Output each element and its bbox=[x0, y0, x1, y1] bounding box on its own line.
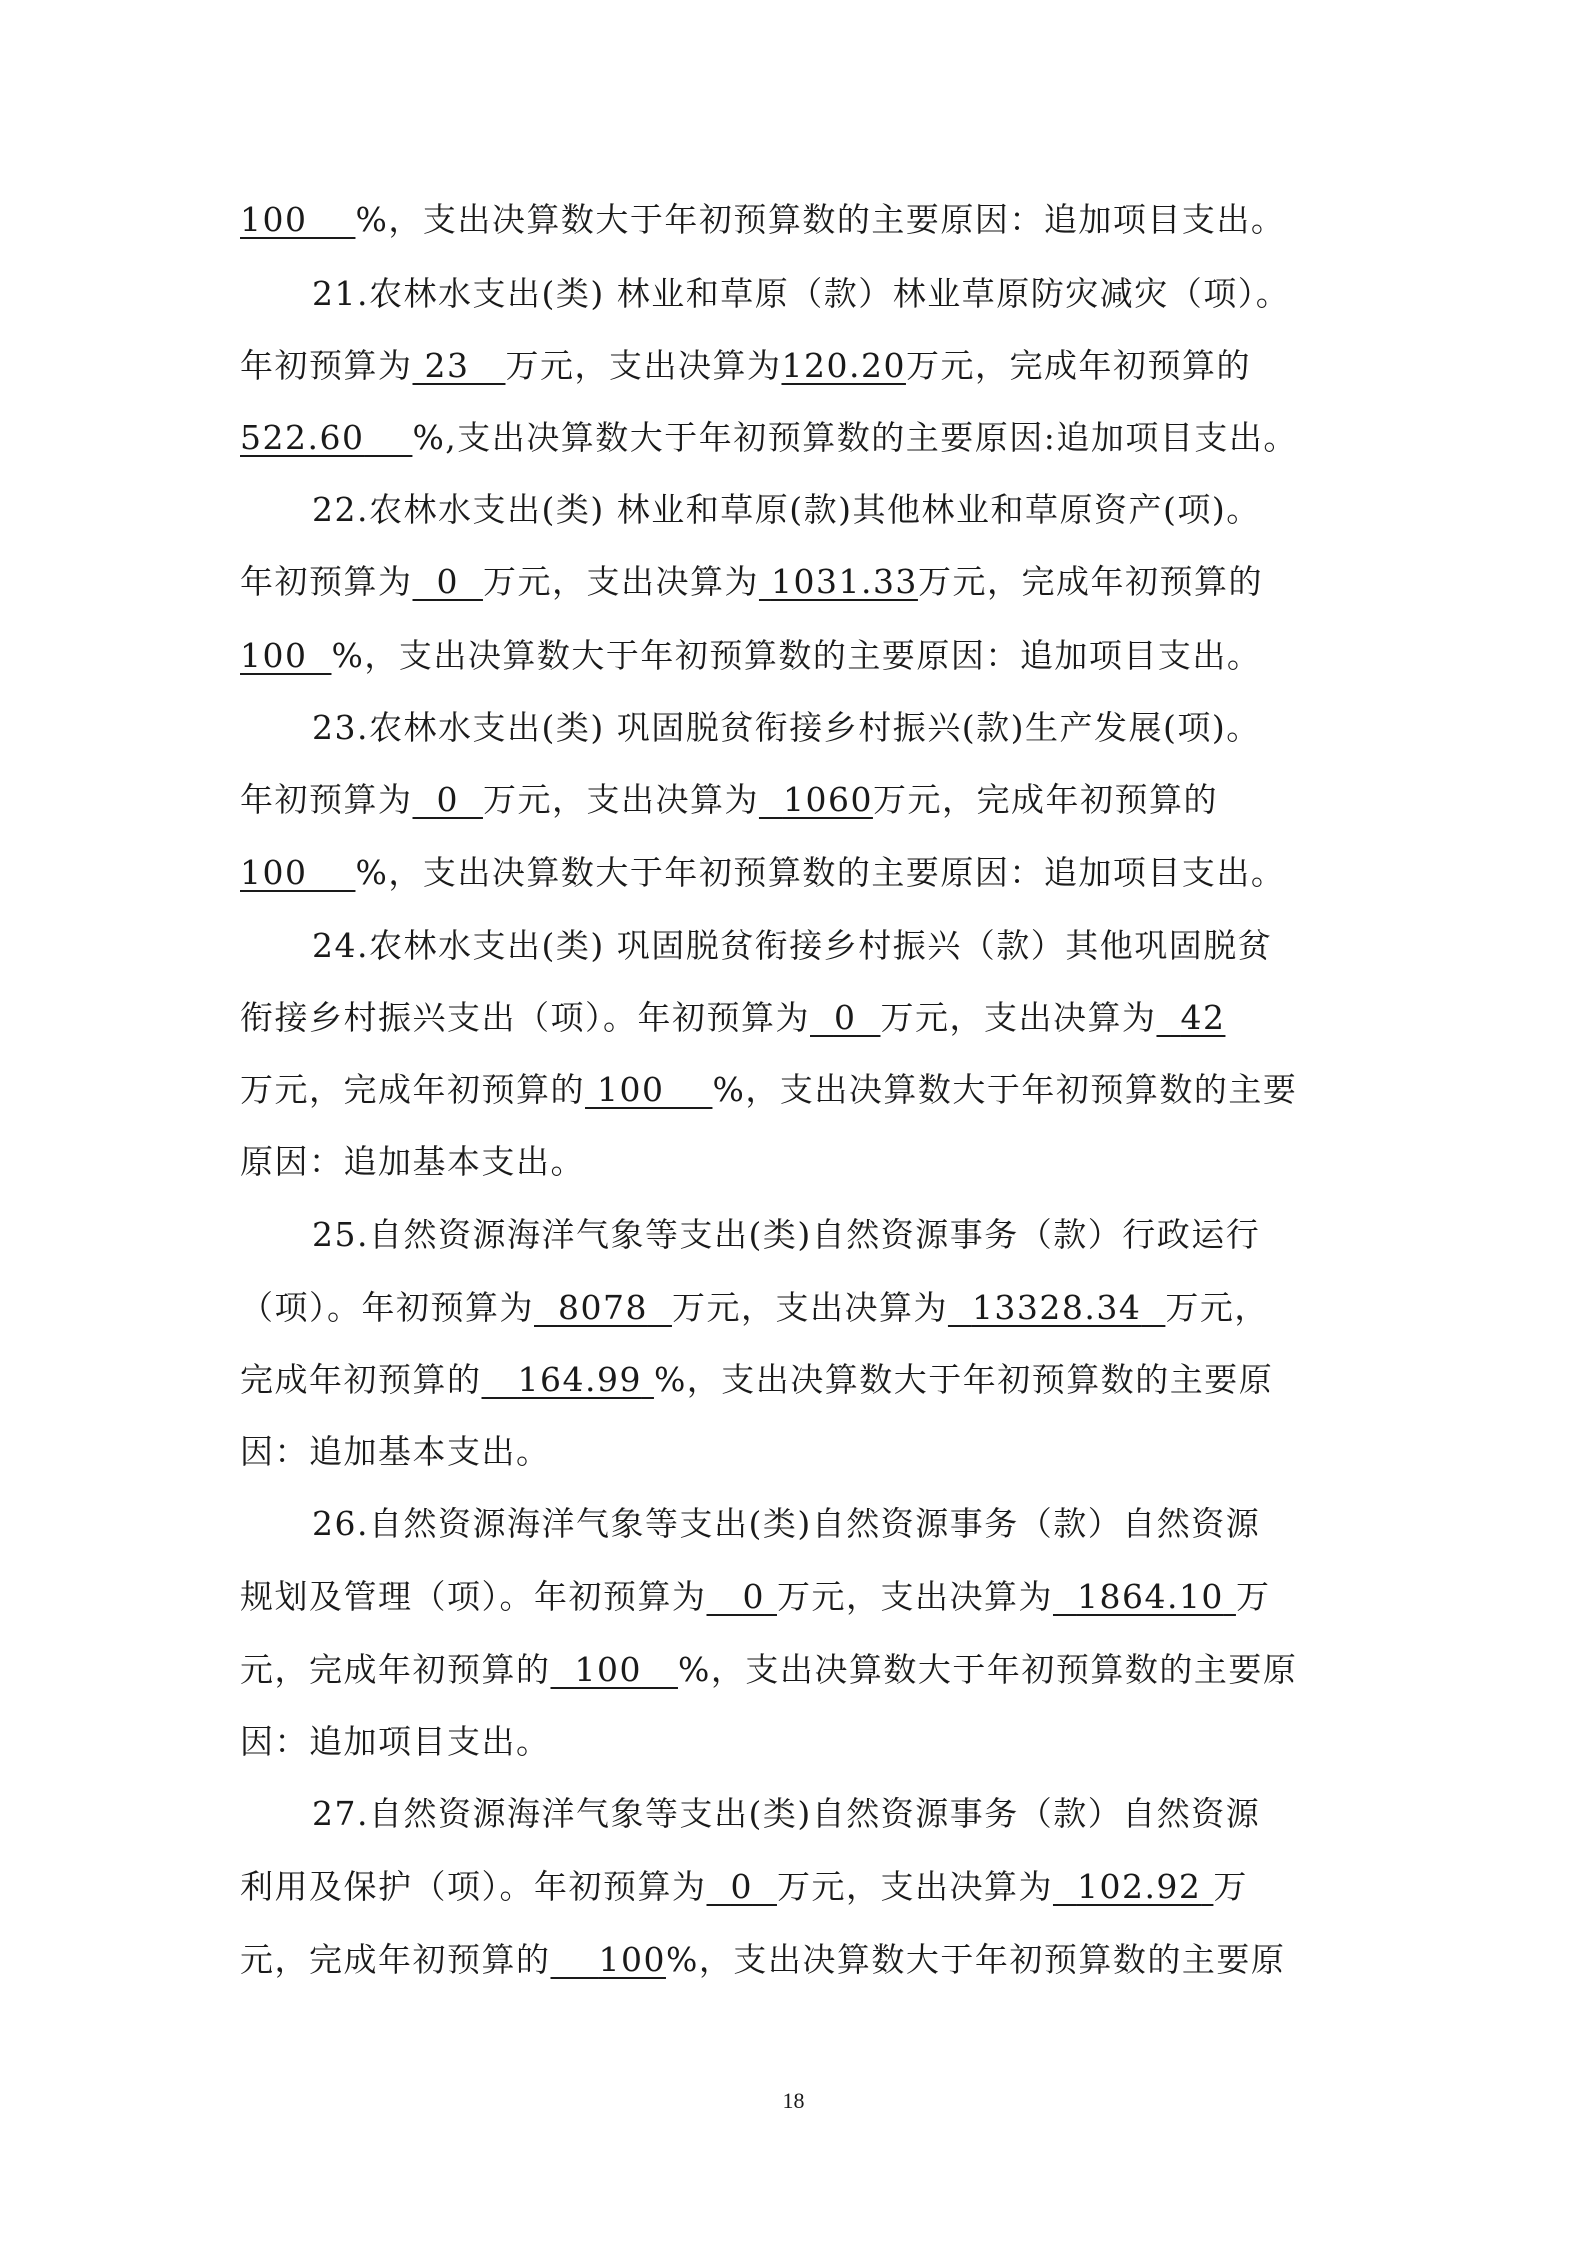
value: 100 bbox=[597, 1070, 665, 1109]
text-line bbox=[240, 626, 1350, 686]
text-line bbox=[240, 1567, 1350, 1627]
text-segment: 衔接乡村振兴支出（项）。年初预算为 bbox=[240, 998, 810, 1037]
value: 23 bbox=[424, 346, 470, 385]
text-line bbox=[240, 1640, 1350, 1700]
text-line bbox=[240, 1060, 1350, 1120]
text-segment: %，支出决算数大于年初预算数的主要 bbox=[712, 1070, 1298, 1109]
underline-blank bbox=[308, 200, 356, 239]
underlined-value bbox=[413, 562, 483, 601]
text-line bbox=[240, 988, 1350, 1048]
paragraph-heading bbox=[312, 698, 1350, 758]
underlined-value bbox=[707, 1577, 777, 1616]
paragraph-heading bbox=[312, 1494, 1350, 1554]
value: 42 bbox=[1180, 998, 1226, 1037]
text-segment: 26.自然资源海洋气象等支出(类)自然资源事务（款）自然资源 bbox=[312, 1504, 1261, 1543]
paragraph-heading bbox=[312, 916, 1350, 976]
paragraph-heading bbox=[312, 264, 1350, 324]
text-line bbox=[240, 336, 1350, 396]
text-line bbox=[240, 1132, 1350, 1192]
text-segment: 年初预算为 bbox=[240, 346, 413, 385]
value: 164.99 bbox=[517, 1360, 642, 1399]
text-segment: 万 bbox=[1213, 1867, 1248, 1906]
text-segment: 万元，支出决算为 bbox=[671, 1288, 948, 1327]
text-segment: 27.自然资源海洋气象等支出(类)自然资源事务（款）自然资源 bbox=[312, 1794, 1261, 1833]
underlined-value bbox=[413, 780, 483, 819]
underlined-value bbox=[534, 1288, 672, 1327]
value: 0 bbox=[436, 780, 459, 819]
value: 100 bbox=[240, 636, 308, 675]
value: 100 bbox=[574, 1650, 642, 1689]
underlined-value bbox=[1156, 998, 1225, 1037]
text-segment: 万元，支出决算为 bbox=[880, 998, 1157, 1037]
value: 0 bbox=[436, 562, 459, 601]
text-segment: %，支出决算数大于年初预算数的主要原 bbox=[665, 1940, 1286, 1979]
text-segment: 万元，完成年初预算的 bbox=[872, 780, 1218, 819]
text-line bbox=[240, 1930, 1350, 1990]
text-segment: %，支出决算数大于年初预算数的主要原因：追加项目支出。 bbox=[355, 200, 1286, 239]
underlined-value bbox=[413, 346, 506, 385]
value: 13328.34 bbox=[971, 1288, 1142, 1327]
text-line bbox=[240, 552, 1350, 612]
text-segment: 万元，支出决算为 bbox=[482, 562, 759, 601]
text-segment: 万元， bbox=[1165, 1288, 1269, 1327]
text-segment: 万 bbox=[1235, 1577, 1271, 1616]
text-segment: 完成年初预算的 bbox=[240, 1360, 482, 1399]
value: 0 bbox=[730, 1867, 753, 1906]
underlined-value bbox=[240, 853, 355, 892]
text-line bbox=[240, 1857, 1350, 1917]
underlined-value bbox=[240, 418, 412, 457]
value: 1031.33 bbox=[770, 562, 918, 601]
text-segment: 原因：追加基本支出。 bbox=[240, 1142, 585, 1181]
value: 102.92 bbox=[1076, 1867, 1202, 1906]
text-line bbox=[240, 1422, 1350, 1482]
text-segment: 万元，支出决算为 bbox=[776, 1577, 1053, 1616]
underlined-value bbox=[482, 1360, 654, 1399]
underlined-value bbox=[759, 562, 918, 601]
underlined-value bbox=[759, 780, 873, 819]
underlined-value bbox=[810, 998, 880, 1037]
text-line bbox=[240, 408, 1350, 468]
text-line bbox=[240, 1278, 1350, 1338]
underlined-value bbox=[1053, 1867, 1213, 1906]
text-segment: 万元，支出决算为 bbox=[505, 346, 782, 385]
underlined-value: 100 bbox=[240, 200, 308, 239]
text-segment: %，支出决算数大于年初预算数的主要原因：追加项目支出。 bbox=[331, 636, 1262, 675]
text-segment: 万元，完成年初预算的 bbox=[917, 562, 1263, 601]
text-segment: 万元，完成年初预算的 bbox=[240, 1070, 585, 1109]
text-segment: 年初预算为 bbox=[240, 562, 413, 601]
text-line bbox=[240, 770, 1350, 830]
underlined-value bbox=[948, 1288, 1165, 1327]
underlined-value bbox=[707, 1867, 777, 1906]
value: 8078 bbox=[557, 1288, 648, 1327]
value: 100 bbox=[240, 853, 308, 892]
text-line bbox=[240, 190, 1350, 250]
text-segment: %,支出决算数大于年初预算数的主要原因:追加项目支出。 bbox=[412, 418, 1298, 457]
text-segment: 万元，支出决算为 bbox=[776, 1867, 1053, 1906]
page-number: 18 bbox=[782, 2088, 805, 2113]
text-segment: 因：追加项目支出。 bbox=[240, 1722, 551, 1761]
value: 522.60 bbox=[240, 418, 365, 457]
text-segment: %，支出决算数大于年初预算数的主要原 bbox=[653, 1360, 1274, 1399]
underlined-value bbox=[551, 1940, 666, 1979]
text-segment: 年初预算为 bbox=[240, 780, 413, 819]
text-segment: 利用及保护（项）。年初预算为 bbox=[240, 1867, 707, 1906]
underlined-value bbox=[240, 636, 331, 675]
text-segment: 因：追加基本支出。 bbox=[240, 1432, 551, 1471]
value: 100 bbox=[598, 1940, 666, 1979]
text-segment: 万元，支出决算为 bbox=[482, 780, 759, 819]
text-line bbox=[240, 1350, 1350, 1410]
underlined-value bbox=[1053, 1577, 1236, 1616]
text-segment: 22.农林水支出(类) 林业和草原(款)其他林业和草原资产(项)。 bbox=[312, 490, 1261, 529]
text-segment: 24.农林水支出(类) 巩固脱贫衔接乡村振兴（款）其他巩固脱贫 bbox=[312, 926, 1273, 965]
text-segment: 23.农林水支出(类) 巩固脱贫衔接乡村振兴(款)生产发展(项)。 bbox=[312, 708, 1261, 747]
value: 1864.10 bbox=[1076, 1577, 1224, 1616]
text-segment: 25.自然资源海洋气象等支出(类)自然资源事务（款）行政运行 bbox=[312, 1215, 1261, 1254]
underlined-value: 120.20 bbox=[781, 346, 906, 385]
text-segment: 21.农林水支出(类) 林业和草原（款）林业草原防灾减灾（项）。 bbox=[312, 274, 1291, 313]
paragraph-heading bbox=[312, 480, 1350, 540]
paragraph-heading bbox=[312, 1784, 1350, 1844]
text-line bbox=[240, 1712, 1350, 1772]
text-segment: 万元，完成年初预算的 bbox=[905, 346, 1251, 385]
text-segment: （项）。年初预算为 bbox=[240, 1288, 534, 1327]
text-segment: 元，完成年初预算的 bbox=[240, 1940, 551, 1979]
underlined-value bbox=[551, 1650, 678, 1689]
text-segment: 规划及管理（项）。年初预算为 bbox=[240, 1577, 707, 1616]
paragraph-heading bbox=[312, 1205, 1350, 1265]
text-segment: 元，完成年初预算的 bbox=[240, 1650, 551, 1689]
underlined-value bbox=[585, 1070, 712, 1109]
value: 0 bbox=[742, 1577, 765, 1616]
value: 0 bbox=[833, 998, 857, 1037]
text-segment: %，支出决算数大于年初预算数的主要原因：追加项目支出。 bbox=[355, 853, 1286, 892]
text-line bbox=[240, 843, 1350, 903]
text-segment: %，支出决算数大于年初预算数的主要原 bbox=[677, 1650, 1298, 1689]
value: 1060 bbox=[782, 780, 873, 819]
